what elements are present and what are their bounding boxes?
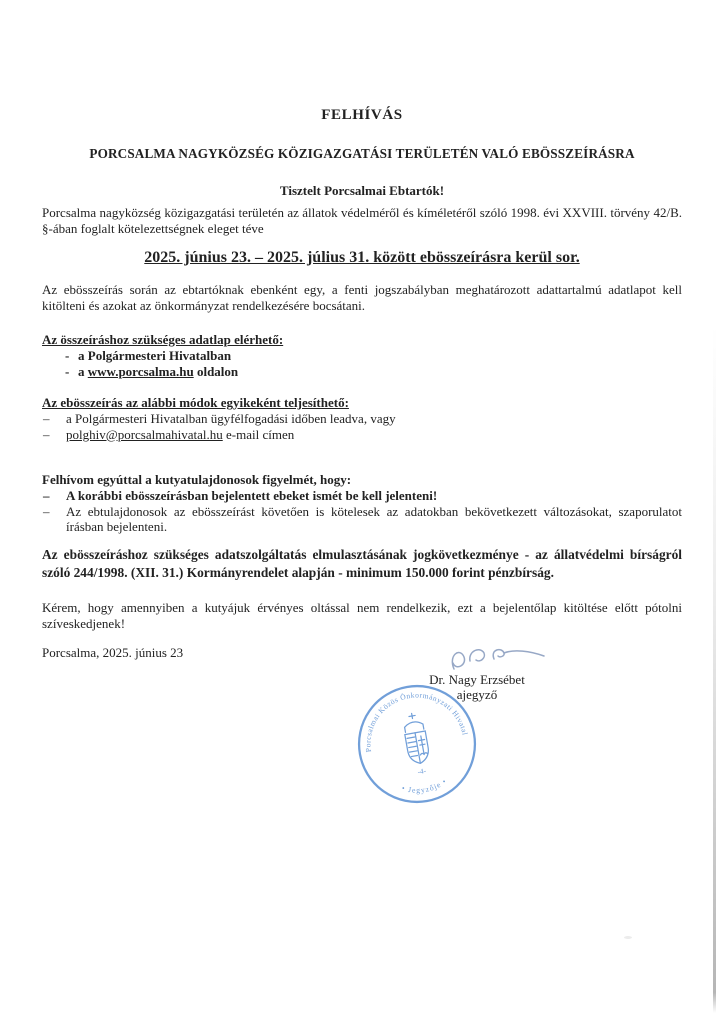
link-suffix: oldalon — [193, 363, 239, 379]
handwritten-signature — [440, 645, 555, 675]
dash-bullet: – — [43, 488, 50, 503]
document-title: FELHÍVÁS — [321, 107, 403, 123]
submission-heading: Az ebösszeírás az alábbi módok egyikeként teljesíthető: — [42, 395, 349, 410]
signer-title: ajegyző — [456, 686, 498, 702]
dash-bullet: - — [65, 363, 70, 379]
datasheet-section — [42, 332, 682, 379]
notice-heading: Felhívom egyúttal a kutyatulajdonosok figyelmét, hogy: — [42, 472, 352, 487]
stamp-role-text: • Jegyzője • — [400, 776, 449, 795]
link-prefix: a — [78, 363, 88, 379]
hungarian-coat-of-arms-icon — [401, 712, 430, 766]
dash-bullet: - — [65, 348, 70, 363]
intro-paragraph: Porcsalma nagyközség közigazgatási területén az állatok védelméről és kíméletéről szóló 1998. évi XXVIII. törvény 42/B. §-ában foglalt kötelezettségnek eleget téve — [42, 205, 682, 236]
list-item-text: a Polgármesteri Hivatalban ügyfélfogadási időben leadva, vagy — [66, 411, 396, 426]
stamp-org-text: Porcsalmai Közös Önkormányzati Hivatal — [363, 690, 470, 753]
list-item-text: Az ebtulajdonosok az ebösszeírást követően is kötelesek az adatokban bekövetkezett változásokat, szaporulatot írásban bejelenteni. — [66, 503, 682, 534]
link-suffix: e-mail címen — [222, 426, 295, 442]
list-item-text: A korábbi ebösszeírásban bejelentett ebeket ismét be kell jelenteni! — [66, 488, 438, 503]
scan-smudge — [624, 936, 632, 939]
stamp-number: -4- — [417, 766, 427, 777]
list-item-text: a Polgármesteri Hivatalban — [78, 348, 232, 363]
official-stamp — [347, 674, 486, 813]
list-item — [42, 427, 682, 443]
signer-name: Dr. Nagy Erzsébet — [429, 672, 525, 687]
list-item — [42, 411, 682, 427]
list-item — [42, 488, 682, 504]
census-date-heading: 2025. június 23. – 2025. július 31. között ebösszeírásra kerül sor. — [144, 249, 580, 266]
list-item — [42, 364, 682, 380]
email-link: polghiv@porcsalmahivatal.hu — [66, 426, 223, 442]
list-item — [42, 348, 682, 364]
notice-section — [42, 472, 682, 535]
dash-bullet: – — [43, 503, 50, 519]
dash-bullet: – — [43, 426, 50, 442]
dateline: Porcsalma, 2025. június 23 — [42, 645, 184, 660]
dash-bullet: – — [43, 411, 50, 426]
list-item — [42, 504, 682, 535]
penalty-paragraph: Az ebösszeíráshoz szükséges adatszolgáltatás elmulasztásának jogkövetkezménye - az állatvédelmi bírságról szóló 244/1998. (XII. 31.) Kormányrendelet alapján - minimum 150.000 forint pénzbírság. — [42, 547, 682, 580]
list-item-text — [66, 427, 682, 443]
list-item-text — [78, 364, 682, 380]
vaccination-paragraph: Kérem, hogy amennyiben a kutyájuk érvényes oltással nem rendelkezik, ezt a bejelentőlap kitöltése előtt pótolni szíveskedjenek! — [42, 600, 682, 631]
salutation: Tisztelt Porcsalmai Ebtartók! — [279, 183, 445, 198]
scan-edge-line — [713, 325, 716, 1013]
document-subtitle: PORCSALMA NAGYKÖZSÉG KÖZIGAZGATÁSI TERÜLETÉN VALÓ EBÖSSZEÍRÁSRA — [89, 146, 635, 161]
datasheet-heading: Az összeíráshoz szükséges adatlap elérhető: — [42, 332, 284, 347]
website-link: www.porcsalma.hu — [87, 363, 194, 379]
forms-paragraph: Az ebösszeírás során az ebtartóknak ebenként egy, a fenti jogszabályban meghatározott adattartalmú adatlapot kell kitölteni és azokat az önkormányzat rendelkezésére bocsátani. — [42, 282, 682, 313]
submission-section — [42, 395, 682, 442]
